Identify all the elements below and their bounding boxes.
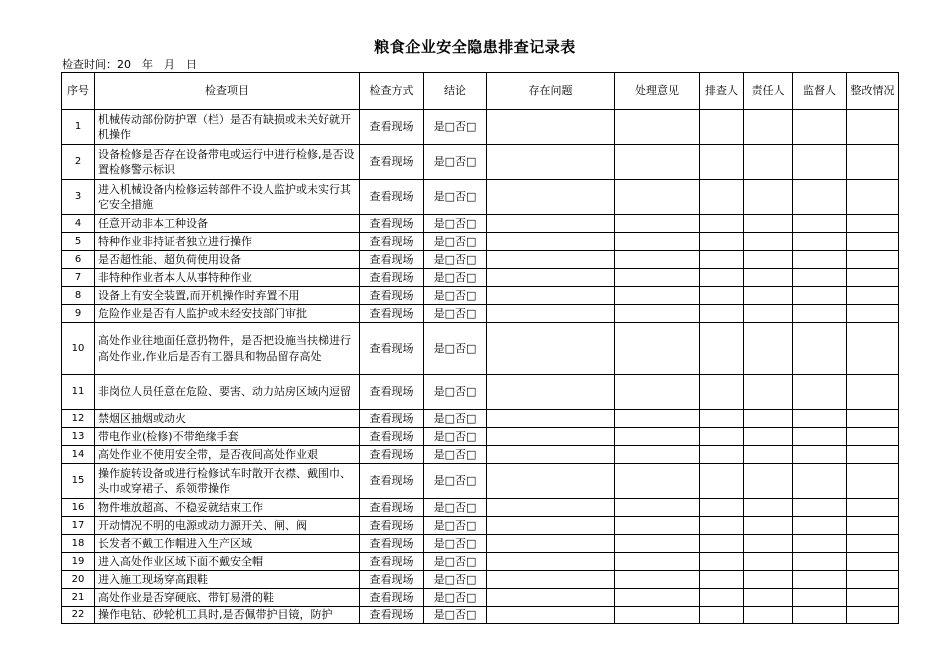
row-inspector-cell [700, 375, 744, 410]
row-result: 是□否□ [424, 323, 487, 375]
row-supervisor-cell [793, 464, 847, 499]
header-responsible: 责任人 [744, 73, 793, 110]
row-check-method: 查看现场 [360, 215, 424, 233]
row-supervisor-cell [793, 110, 847, 145]
row-responsible-cell [744, 410, 793, 428]
row-result: 是□否□ [424, 517, 487, 535]
row-supervisor-cell [793, 251, 847, 269]
row-check-item: 操作电钻、砂轮机工具时,是否佩带护目镜，防护 [95, 607, 360, 624]
row-check-item: 物件堆放超高、不稳妥就结束工作 [95, 499, 360, 517]
row-status-cell [847, 589, 899, 607]
row-problem-cell [487, 535, 615, 553]
row-check-item: 任意开动非本工种设备 [95, 215, 360, 233]
row-status-cell [847, 446, 899, 464]
row-opinion-cell [615, 517, 700, 535]
row-no: 4 [62, 215, 95, 233]
row-inspector-cell [700, 323, 744, 375]
header-status: 整改情况 [847, 73, 899, 110]
table-row [62, 251, 899, 269]
row-inspector-cell [700, 180, 744, 215]
row-responsible-cell [744, 269, 793, 287]
header-item: 检查项目 [95, 73, 360, 110]
row-opinion-cell [615, 464, 700, 499]
row-check-item: 设备上有安全装置,而开机操作时弃置不用 [95, 287, 360, 305]
row-check-method: 查看现场 [360, 535, 424, 553]
row-no: 22 [62, 607, 95, 624]
row-no: 2 [62, 145, 95, 180]
row-responsible-cell [744, 215, 793, 233]
row-no: 19 [62, 553, 95, 571]
row-result: 是□否□ [424, 428, 487, 446]
table-row [62, 145, 899, 180]
row-responsible-cell [744, 251, 793, 269]
row-check-method: 查看现场 [360, 251, 424, 269]
row-opinion-cell [615, 287, 700, 305]
row-check-method: 查看现场 [360, 553, 424, 571]
row-inspector-cell [700, 215, 744, 233]
row-problem-cell [487, 375, 615, 410]
row-no: 7 [62, 269, 95, 287]
row-supervisor-cell [793, 180, 847, 215]
row-responsible-cell [744, 464, 793, 499]
table-row [62, 464, 899, 499]
row-responsible-cell [744, 535, 793, 553]
row-check-item: 非岗位人员任意在危险、要害、动力站房区域内逗留 [95, 375, 360, 410]
row-check-method: 查看现场 [360, 607, 424, 624]
row-responsible-cell [744, 375, 793, 410]
row-responsible-cell [744, 428, 793, 446]
row-result: 是□否□ [424, 589, 487, 607]
row-check-method: 查看现场 [360, 428, 424, 446]
header-no: 序号 [62, 73, 95, 110]
row-opinion-cell [615, 410, 700, 428]
row-no: 6 [62, 251, 95, 269]
table-row [62, 553, 899, 571]
row-inspector-cell [700, 305, 744, 323]
row-result: 是□否□ [424, 410, 487, 428]
row-problem-cell [487, 180, 615, 215]
row-opinion-cell [615, 375, 700, 410]
row-status-cell [847, 375, 899, 410]
row-supervisor-cell [793, 145, 847, 180]
row-problem-cell [487, 553, 615, 571]
row-result: 是□否□ [424, 375, 487, 410]
row-check-item: 机械传动部份防护罩（栏）是否有缺损或未关好就开机操作 [95, 110, 360, 145]
row-supervisor-cell [793, 233, 847, 251]
row-problem-cell [487, 446, 615, 464]
row-inspector-cell [700, 269, 744, 287]
row-inspector-cell [700, 251, 744, 269]
row-result: 是□否□ [424, 251, 487, 269]
row-check-method: 查看现场 [360, 446, 424, 464]
row-problem-cell [487, 215, 615, 233]
row-opinion-cell [615, 589, 700, 607]
row-result: 是□否□ [424, 215, 487, 233]
row-status-cell [847, 535, 899, 553]
row-responsible-cell [744, 499, 793, 517]
row-check-item: 进入高处作业区域下面不戴安全帽 [95, 553, 360, 571]
row-supervisor-cell [793, 305, 847, 323]
row-no: 16 [62, 499, 95, 517]
row-responsible-cell [744, 110, 793, 145]
row-supervisor-cell [793, 517, 847, 535]
row-check-method: 查看现场 [360, 571, 424, 589]
row-inspector-cell [700, 428, 744, 446]
row-opinion-cell [615, 499, 700, 517]
row-inspector-cell [700, 571, 744, 589]
row-opinion-cell [615, 553, 700, 571]
header-method: 检查方式 [360, 73, 424, 110]
row-inspector-cell [700, 446, 744, 464]
table-row [62, 287, 899, 305]
row-supervisor-cell [793, 428, 847, 446]
row-status-cell [847, 428, 899, 446]
row-responsible-cell [744, 607, 793, 624]
row-supervisor-cell [793, 410, 847, 428]
row-check-item: 高处作业是否穿硬底、带钉易滑的鞋 [95, 589, 360, 607]
row-result: 是□否□ [424, 464, 487, 499]
row-check-method: 查看现场 [360, 323, 424, 375]
row-problem-cell [487, 145, 615, 180]
row-no: 8 [62, 287, 95, 305]
row-inspector-cell [700, 464, 744, 499]
row-opinion-cell [615, 446, 700, 464]
row-status-cell [847, 145, 899, 180]
row-check-item: 高处作业不使用安全带，是否夜间高处作业艰 [95, 446, 360, 464]
row-opinion-cell [615, 180, 700, 215]
row-check-method: 查看现场 [360, 517, 424, 535]
table-row [62, 215, 899, 233]
row-no: 9 [62, 305, 95, 323]
row-check-item: 非特种作业者本人从事特种作业 [95, 269, 360, 287]
row-supervisor-cell [793, 499, 847, 517]
row-problem-cell [487, 287, 615, 305]
row-check-item: 设备检修是否存在设备带电或运行中进行检修,是否设置检修警示标识 [95, 145, 360, 180]
row-status-cell [847, 269, 899, 287]
row-check-method: 查看现场 [360, 233, 424, 251]
row-supervisor-cell [793, 269, 847, 287]
row-problem-cell [487, 110, 615, 145]
row-status-cell [847, 607, 899, 624]
row-inspector-cell [700, 233, 744, 251]
row-responsible-cell [744, 180, 793, 215]
row-responsible-cell [744, 589, 793, 607]
row-supervisor-cell [793, 446, 847, 464]
page-title: 粮食企业安全隐患排查记录表 [374, 38, 576, 56]
row-status-cell [847, 233, 899, 251]
row-status-cell [847, 499, 899, 517]
row-inspector-cell [700, 607, 744, 624]
header-problem: 存在问题 [487, 73, 615, 110]
row-opinion-cell [615, 215, 700, 233]
inspection-record-table [61, 72, 899, 624]
row-opinion-cell [615, 535, 700, 553]
row-problem-cell [487, 269, 615, 287]
row-result: 是□否□ [424, 446, 487, 464]
row-inspector-cell [700, 499, 744, 517]
header-opinion: 处理意见 [615, 73, 700, 110]
row-check-method: 查看现场 [360, 464, 424, 499]
row-responsible-cell [744, 571, 793, 589]
table-row [62, 535, 899, 553]
row-responsible-cell [744, 145, 793, 180]
row-problem-cell [487, 410, 615, 428]
table-row [62, 269, 899, 287]
row-no: 21 [62, 589, 95, 607]
row-check-item: 长发者不戴工作帽进入生产区域 [95, 535, 360, 553]
row-no: 10 [62, 323, 95, 375]
row-inspector-cell [700, 553, 744, 571]
row-no: 14 [62, 446, 95, 464]
table-row [62, 375, 899, 410]
row-supervisor-cell [793, 571, 847, 589]
row-result: 是□否□ [424, 571, 487, 589]
row-result: 是□否□ [424, 553, 487, 571]
row-no: 3 [62, 180, 95, 215]
row-problem-cell [487, 428, 615, 446]
row-check-method: 查看现场 [360, 269, 424, 287]
row-opinion-cell [615, 607, 700, 624]
row-check-method: 查看现场 [360, 145, 424, 180]
row-status-cell [847, 517, 899, 535]
row-no: 5 [62, 233, 95, 251]
row-check-method: 查看现场 [360, 589, 424, 607]
row-check-item: 危险作业是否有人监护或未经安技部门审批 [95, 305, 360, 323]
row-check-item: 操作旋转设备或进行检修试车时散开衣襟、戴围巾、头巾或穿裙子、系领带操作 [95, 464, 360, 499]
row-status-cell [847, 215, 899, 233]
row-responsible-cell [744, 446, 793, 464]
row-result: 是□否□ [424, 180, 487, 215]
row-inspector-cell [700, 589, 744, 607]
row-responsible-cell [744, 233, 793, 251]
row-result: 是□否□ [424, 535, 487, 553]
row-status-cell [847, 553, 899, 571]
row-inspector-cell [700, 517, 744, 535]
row-check-item: 是否超性能、超负荷使用设备 [95, 251, 360, 269]
header-supervisor: 监督人 [793, 73, 847, 110]
table-row [62, 110, 899, 145]
table-row [62, 607, 899, 624]
row-check-item: 带电作业(检修)不带绝缘手套 [95, 428, 360, 446]
row-no: 17 [62, 517, 95, 535]
row-problem-cell [487, 323, 615, 375]
row-result: 是□否□ [424, 305, 487, 323]
row-status-cell [847, 464, 899, 499]
row-status-cell [847, 410, 899, 428]
row-problem-cell [487, 305, 615, 323]
table-row [62, 180, 899, 215]
table-header-row [62, 73, 899, 110]
row-problem-cell [487, 233, 615, 251]
row-opinion-cell [615, 110, 700, 145]
row-result: 是□否□ [424, 269, 487, 287]
row-no: 15 [62, 464, 95, 499]
row-problem-cell [487, 607, 615, 624]
row-check-method: 查看现场 [360, 180, 424, 215]
row-check-item: 特种作业非持证者独立进行操作 [95, 233, 360, 251]
row-opinion-cell [615, 269, 700, 287]
table-row [62, 571, 899, 589]
row-no: 1 [62, 110, 95, 145]
table-row [62, 233, 899, 251]
row-no: 13 [62, 428, 95, 446]
row-no: 11 [62, 375, 95, 410]
table-row [62, 446, 899, 464]
row-supervisor-cell [793, 607, 847, 624]
row-result: 是□否□ [424, 499, 487, 517]
row-result: 是□否□ [424, 145, 487, 180]
row-supervisor-cell [793, 589, 847, 607]
row-check-item: 禁烟区抽烟或动火 [95, 410, 360, 428]
row-supervisor-cell [793, 287, 847, 305]
row-problem-cell [487, 464, 615, 499]
row-inspector-cell [700, 287, 744, 305]
row-inspector-cell [700, 410, 744, 428]
check-time-label: 检查时间：20 年 月 日 [62, 58, 197, 71]
row-status-cell [847, 571, 899, 589]
row-no: 12 [62, 410, 95, 428]
row-inspector-cell [700, 145, 744, 180]
header-inspector: 排查人 [700, 73, 744, 110]
row-supervisor-cell [793, 323, 847, 375]
row-opinion-cell [615, 145, 700, 180]
row-inspector-cell [700, 535, 744, 553]
row-result: 是□否□ [424, 110, 487, 145]
row-opinion-cell [615, 305, 700, 323]
row-status-cell [847, 305, 899, 323]
row-opinion-cell [615, 233, 700, 251]
table-row [62, 305, 899, 323]
row-check-method: 查看现场 [360, 499, 424, 517]
row-check-item: 开动情况不明的电源或动力源开关、闸、阀 [95, 517, 360, 535]
row-result: 是□否□ [424, 233, 487, 251]
row-result: 是□否□ [424, 287, 487, 305]
row-status-cell [847, 110, 899, 145]
table-row [62, 428, 899, 446]
table-row [62, 499, 899, 517]
table-row [62, 323, 899, 375]
row-supervisor-cell [793, 553, 847, 571]
row-responsible-cell [744, 323, 793, 375]
row-responsible-cell [744, 305, 793, 323]
row-opinion-cell [615, 428, 700, 446]
header-result: 结论 [424, 73, 487, 110]
row-opinion-cell [615, 571, 700, 589]
row-opinion-cell [615, 251, 700, 269]
row-problem-cell [487, 571, 615, 589]
row-problem-cell [487, 589, 615, 607]
row-no: 20 [62, 571, 95, 589]
row-no: 18 [62, 535, 95, 553]
table-row [62, 517, 899, 535]
row-problem-cell [487, 251, 615, 269]
row-problem-cell [487, 499, 615, 517]
row-opinion-cell [615, 323, 700, 375]
row-check-method: 查看现场 [360, 410, 424, 428]
row-result: 是□否□ [424, 607, 487, 624]
row-check-item: 进入施工现场穿高跟鞋 [95, 571, 360, 589]
table-row [62, 589, 899, 607]
row-status-cell [847, 180, 899, 215]
table-row [62, 410, 899, 428]
row-status-cell [847, 251, 899, 269]
row-check-method: 查看现场 [360, 305, 424, 323]
row-status-cell [847, 287, 899, 305]
row-supervisor-cell [793, 375, 847, 410]
row-check-method: 查看现场 [360, 375, 424, 410]
row-inspector-cell [700, 110, 744, 145]
row-responsible-cell [744, 287, 793, 305]
row-status-cell [847, 323, 899, 375]
row-check-item: 进入机械设备内检修运转部件不设人监护或未实行其它安全措施 [95, 180, 360, 215]
row-responsible-cell [744, 553, 793, 571]
row-responsible-cell [744, 517, 793, 535]
row-check-method: 查看现场 [360, 110, 424, 145]
row-check-method: 查看现场 [360, 287, 424, 305]
row-check-item: 高处作业往地面任意扔物件，是否把设施当扶梯进行高处作业,作业后是否有工器具和物品留存高处 [95, 323, 360, 375]
row-supervisor-cell [793, 215, 847, 233]
row-supervisor-cell [793, 535, 847, 553]
row-problem-cell [487, 517, 615, 535]
